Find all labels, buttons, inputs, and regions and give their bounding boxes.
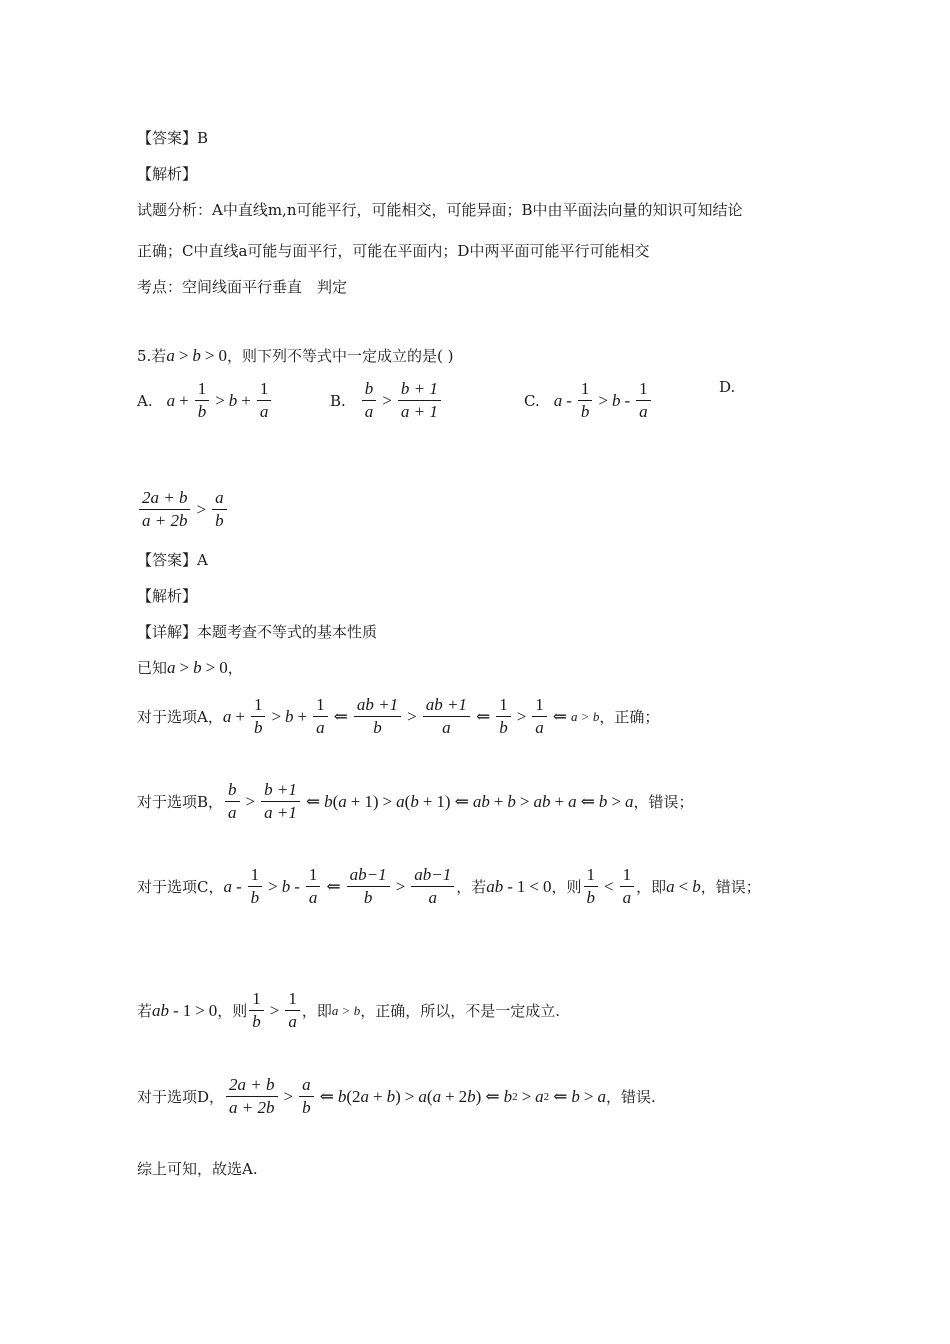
option-d: $\frac{2a + b}{a + 2b}$ > $\frac{a}{b}$ [137, 487, 229, 532]
q5-known: 已知a > b > 0， [137, 658, 243, 677]
prev-analysis-line2: 正确；C中直线a可能与面平行，可能在平面内；D中两平面可能平行可能相交 [137, 242, 650, 260]
solution-d: 对于选项D， $\frac{2a + b}{a + 2b}$ > $\frac{a}{b}$ ⇐ b (2 a + b ) > a ( a + 2 b ) ⇐ b 2 > a 2 ⇐ b > a ，错误. [137, 1075, 656, 1117]
option-d-label: D. [719, 378, 736, 396]
solution-c-case2: 若 ab - 1 > 0 ，则 $\frac{1}{b}$ > $\frac{1}{a}$ ，即 a > b ，正确，所以，不是一定成立. [137, 989, 561, 1031]
prev-analysis-line1: 试题分析：A中直线m,n可能平行，可能相交，可能异面；B中由平面法向量的知识可知结论 [137, 201, 743, 219]
option-b: B. $\frac{b}{a}$ > $\frac{b + 1}{a + 1}$ [330, 378, 443, 423]
prev-kaodian: 考点：空间线面平行垂直 判定 [137, 278, 348, 296]
q5-conclusion: 综上可知，故选A. [137, 1160, 258, 1178]
option-a: A. a + $\frac{1}{b}$ > b + $\frac{1}{a}$ [137, 378, 273, 423]
solution-a: 对于选项A， a + $\frac{1}{b}$ > b + $\frac{1}{a}$ ⇐ $\frac{ab +1}{b}$ > $\frac{ab +1}{a}$ ⇐ $\frac{1}{b}$ > $\frac{1}{a}$ ⇐ a > b ，正确； [137, 695, 660, 737]
prev-analysis-heading: 【解析】 [137, 165, 198, 183]
option-c: C. a - $\frac{1}{b}$ > b - $\frac{1}{a}$ [524, 378, 653, 423]
solution-b: 对于选项B， $\frac{b}{a}$ > $\frac{b +1}{a +1}$ ⇐ b ( a + 1) > a ( b + 1) ⇐ ab + b > ab + a ⇐ b > a ，错误； [137, 780, 694, 822]
prev-answer: 【答案】B [137, 129, 209, 147]
q5-answer: 【答案】A [137, 551, 208, 569]
solution-c: 对于选项C， a - $\frac{1}{b}$ > b - $\frac{1}{a}$ ⇐ $\frac{ab-1}{b}$ > $\frac{ab-1}{a}$ ，若 ab - 1 < 0 ，则 $\frac{1}{b}$ < $\frac{1}{a}$ ，即 a < b ，错误； [137, 865, 761, 907]
q5-analysis-heading: 【解析】 [137, 587, 198, 605]
q5-detail: 【详解】本题考查不等式的基本性质 [137, 623, 378, 641]
q5-stem: 5.若a > b > 0，则下列不等式中一定成立的是( ) [137, 346, 454, 365]
